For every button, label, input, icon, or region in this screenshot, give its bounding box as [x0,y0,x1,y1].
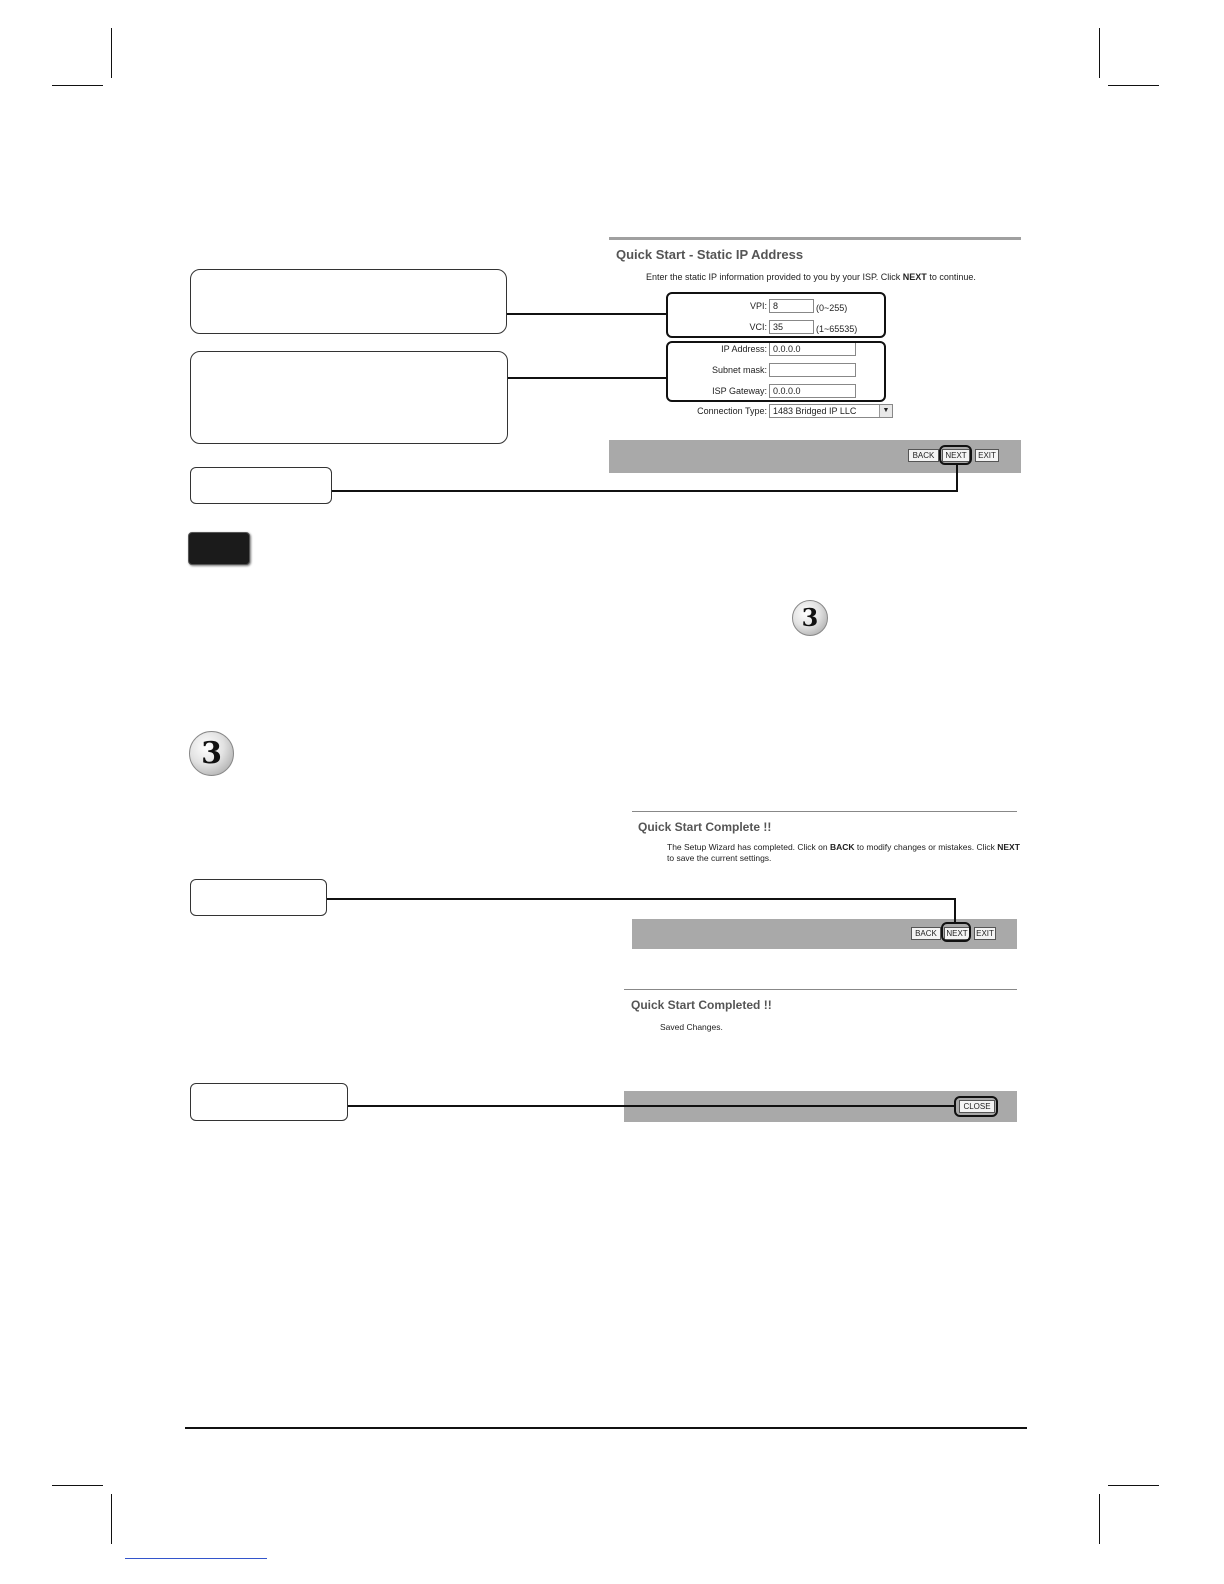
connector-next-2-h [327,898,956,900]
crop-mark-bottom-left-v [111,1494,112,1544]
panel-top-rule [609,237,1021,240]
static-ip-title: Quick Start - Static IP Address [616,247,804,262]
completed-top-rule [624,989,1017,990]
complete-text-bold-next: NEXT [997,842,1020,852]
complete-text-prefix: The Setup Wizard has completed. Click on [667,842,830,852]
complete-next-highlight [941,922,971,942]
ip-fields-highlight [666,341,886,402]
connector-vpi-vci [507,313,667,315]
completed-text: Saved Changes. [660,1022,723,1032]
callout-next-1 [190,467,332,504]
vpi-label: VPI: [749,301,767,311]
vpi-vci-highlight [666,292,886,338]
crop-mark-bottom-right-v [1099,1494,1100,1544]
callout-close [190,1083,348,1121]
vci-range: (1~65535) [816,324,858,334]
close-highlight [954,1096,998,1117]
connection-type-select[interactable] [769,404,893,418]
note-tag [188,532,250,565]
complete-back-button[interactable]: BACK [911,927,941,940]
connector-next-1-v [956,464,958,492]
complete-next-button[interactable]: NEXT [944,927,970,940]
complete-top-rule [632,811,1017,812]
crop-mark-top-left-v [111,28,112,78]
complete-text-bold-back: BACK [830,842,855,852]
static-ip-next-button[interactable]: NEXT [942,449,970,462]
callout-next-2 [190,879,327,916]
isp-gateway-label: ISP Gateway: [712,386,767,396]
crop-mark-top-right-v [1099,28,1100,78]
crop-mark-top-right-h [1108,85,1159,86]
step-badge-inline: 3 [792,600,828,636]
step-badge-main: 3 [189,731,234,776]
crop-mark-bottom-left-h [52,1485,103,1486]
ip-address-label: IP Address: [721,344,767,354]
static-ip-back-button[interactable]: BACK [908,449,939,462]
chevron-down-icon: ▼ [879,405,892,417]
complete-exit-button[interactable]: EXIT [974,927,996,940]
vpi-range: (0~255) [816,303,848,313]
connector-ip-settings [508,377,667,379]
completed-close-button[interactable]: CLOSE [959,1100,995,1113]
completed-title: Quick Start Completed !! [631,998,772,1012]
crop-mark-top-left-h [52,85,103,86]
instruction-bold: NEXT [902,272,927,282]
static-ip-exit-button[interactable]: EXIT [975,449,999,462]
callout-ip-settings [190,351,508,444]
connection-type-label: Connection Type: [697,406,767,416]
connector-next-1-h [332,490,958,492]
connector-close [348,1105,955,1107]
instruction-prefix: Enter the static IP information provided to you by your ISP. Click [646,272,903,282]
complete-text-middle: to modify changes or mistakes. Click [854,842,998,852]
complete-text-line1 [667,842,1020,852]
subnet-mask-label: Subnet mask: [711,365,767,375]
vci-label: VCI: [749,322,767,332]
static-ip-instruction [646,272,976,282]
crop-mark-bottom-right-h [1108,1485,1159,1486]
bottom-link-underline [125,1558,267,1559]
connection-type-value: 1483 Bridged IP LLC [773,406,857,416]
complete-text-line2: to save the current settings. [667,853,772,863]
instruction-suffix: to continue. [926,272,976,282]
callout-vpi-vci [190,269,507,334]
connector-next-2-v [954,898,956,923]
footer-rule [185,1427,1027,1429]
static-ip-next-highlight [939,445,972,465]
complete-title: Quick Start Complete !! [638,820,772,834]
